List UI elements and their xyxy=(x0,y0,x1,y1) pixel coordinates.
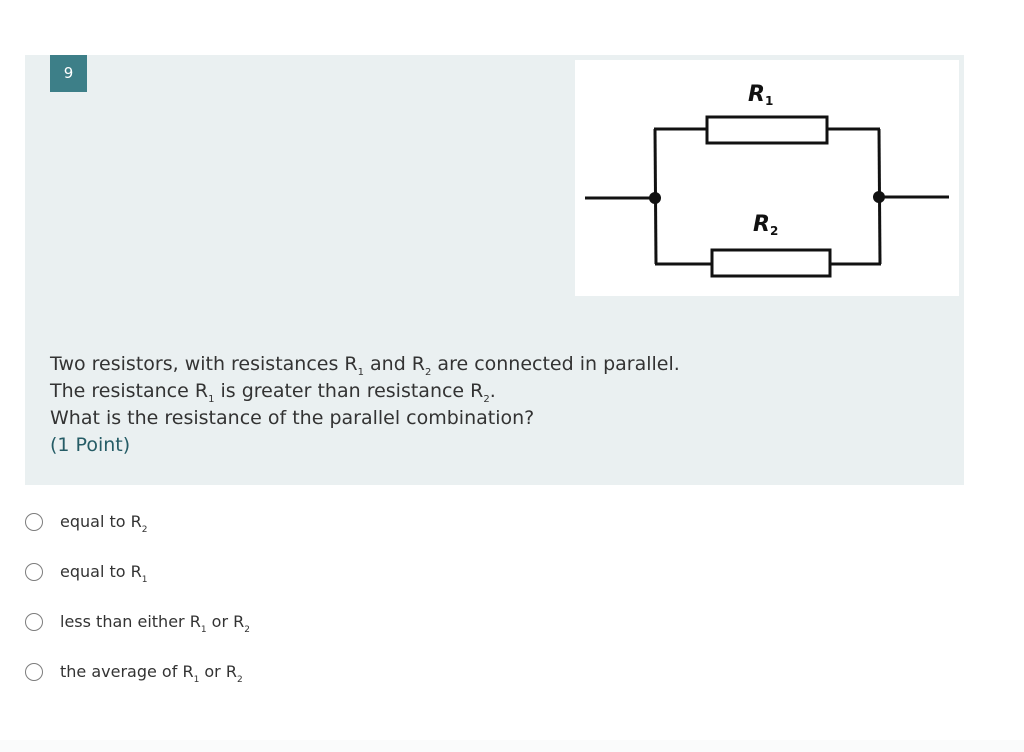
resistor-r1 xyxy=(707,117,827,143)
question-text-segment: . xyxy=(489,380,496,402)
question-text-segment: and R xyxy=(363,353,426,375)
question-text-segment: Two resistors, with resistances R xyxy=(50,353,358,375)
option-text: less than either R xyxy=(60,612,201,631)
question-points: (1 Point) xyxy=(50,434,131,456)
option-text: or R xyxy=(199,662,237,681)
question-line xyxy=(50,351,930,378)
subscript: 1 xyxy=(200,625,207,635)
radio-button[interactable] xyxy=(25,513,43,531)
r2-label: R xyxy=(753,212,770,237)
parallel-circuit-diagram xyxy=(575,60,959,296)
subscript: 2 xyxy=(236,675,243,685)
subscript: 1 xyxy=(141,575,148,585)
answer-option[interactable] xyxy=(25,655,625,705)
option-text: or R xyxy=(206,612,245,631)
r1-label: R xyxy=(748,82,765,107)
subscript: 2 xyxy=(483,394,490,405)
question-line xyxy=(50,378,930,405)
r2-label-subscript: 2 xyxy=(770,224,779,238)
question-text xyxy=(50,351,930,459)
subscript: 1 xyxy=(357,367,364,378)
radio-button[interactable] xyxy=(25,663,43,681)
question-number-badge: 9 xyxy=(50,55,87,92)
question-text-segment: The resistance R xyxy=(50,380,209,402)
answer-option[interactable] xyxy=(25,605,625,655)
right-junction-dot xyxy=(873,191,885,203)
subscript: 2 xyxy=(141,525,148,535)
option-label[interactable] xyxy=(60,555,147,589)
subscript: 1 xyxy=(193,675,200,685)
option-text: equal to R xyxy=(60,562,142,581)
answer-option[interactable] xyxy=(25,555,625,605)
option-text: equal to R xyxy=(60,512,142,531)
subscript: 2 xyxy=(244,625,250,635)
option-label[interactable] xyxy=(60,505,147,539)
left-junction-dot xyxy=(649,192,661,204)
bottom-strip xyxy=(0,740,1024,752)
option-text: the average of R xyxy=(60,662,194,681)
option-label[interactable] xyxy=(60,605,250,639)
subscript: 2 xyxy=(425,367,432,378)
option-label[interactable] xyxy=(60,655,243,689)
r1-label-subscript: 1 xyxy=(765,94,774,108)
question-text-segment: is greater than resistance R xyxy=(214,380,484,402)
question-line xyxy=(50,405,930,432)
answer-option[interactable] xyxy=(25,505,625,555)
subscript: 1 xyxy=(208,394,215,405)
answer-options xyxy=(25,505,625,705)
question-text-segment: What is the resistance of the parallel combination? xyxy=(50,407,535,429)
question-card xyxy=(25,55,964,485)
circuit-figure xyxy=(575,60,959,296)
resistor-r2 xyxy=(712,250,830,276)
radio-button[interactable] xyxy=(25,613,43,631)
radio-button[interactable] xyxy=(25,563,43,581)
question-text-segment: are connected in parallel. xyxy=(431,353,680,375)
